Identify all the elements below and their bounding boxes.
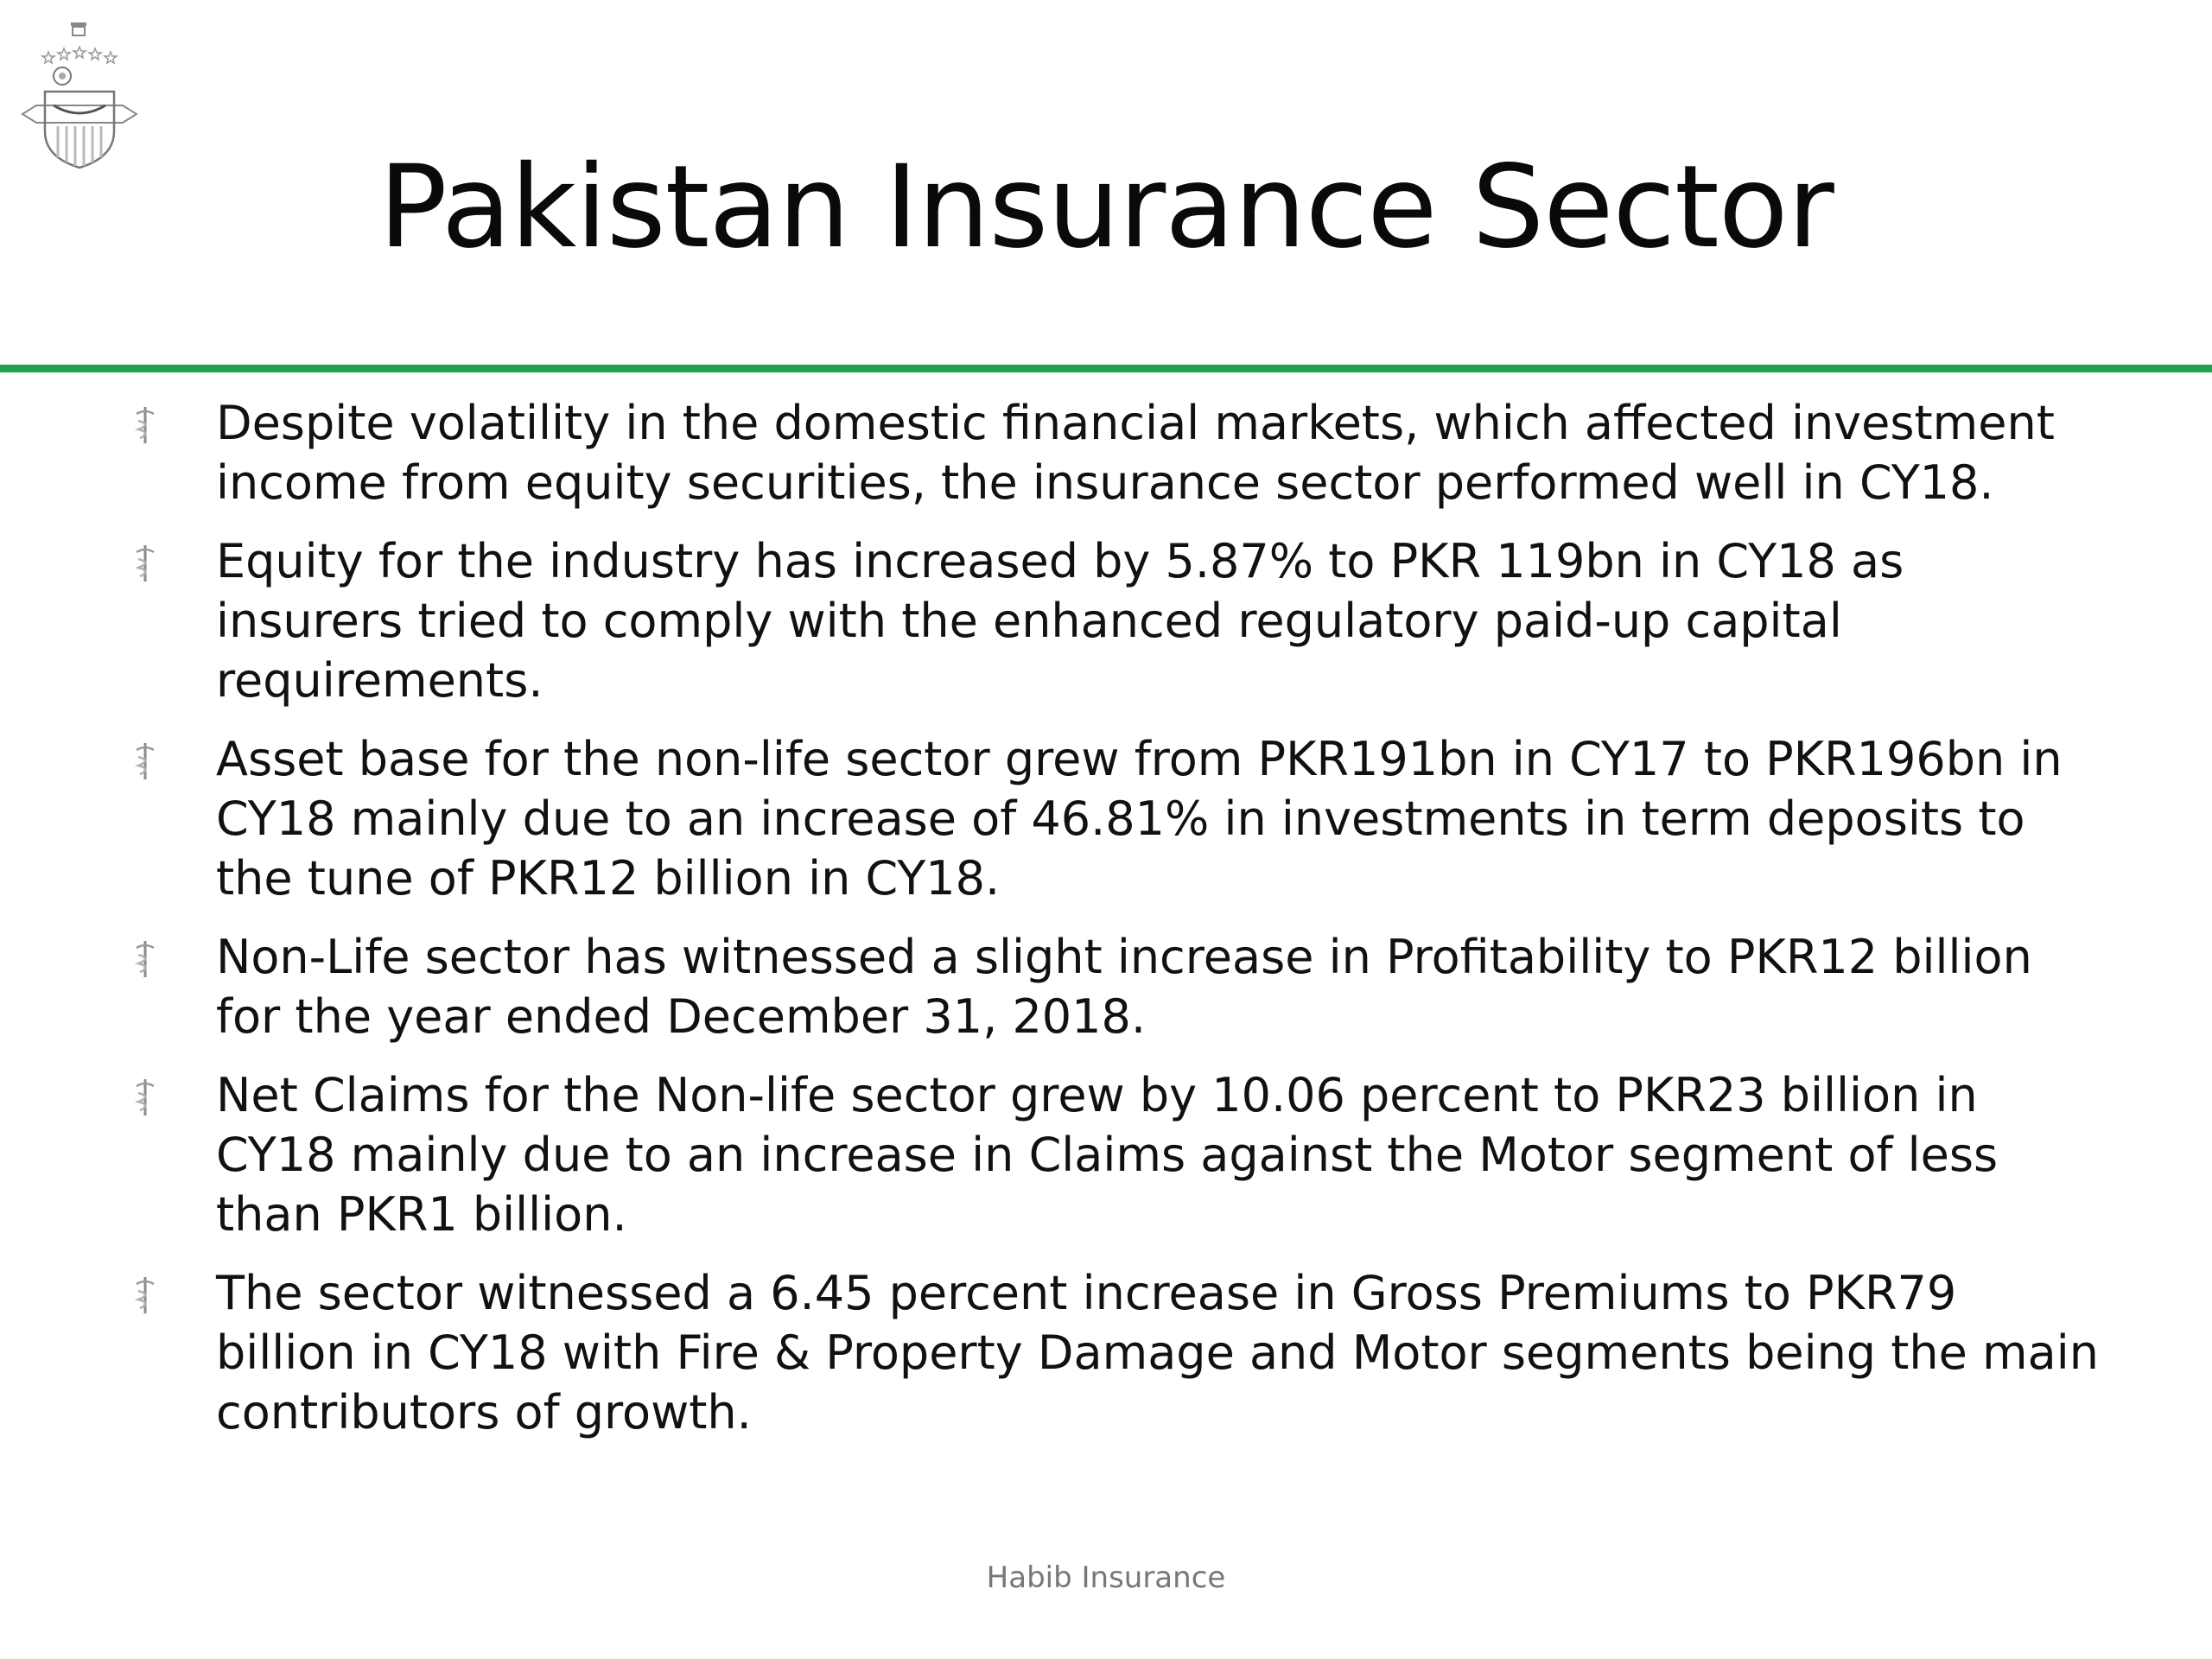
caduceus-bullet-icon: [130, 405, 161, 445]
bullet-item: [130, 531, 2100, 710]
caduceus-bullet-icon: [130, 1077, 161, 1117]
bullet-text: Despite volatility in the domestic financial markets, which affected investment income from equity securities, the insurance sector performed well in CY18.: [216, 396, 2055, 510]
bullet-item: [130, 927, 2100, 1046]
bullet-list: [130, 393, 2100, 1461]
bullet-text: The sector witnessed a 6.45 percent increase in Gross Premiums to PKR79 billion in CY18 with Fire & Property Damage and Motor segments being the main contributors of growth.: [216, 1266, 2099, 1440]
bullet-text: Asset base for the non-life sector grew from PKR191bn in CY17 to PKR196bn in CY18 mainly due to an increase of 46.81% in investments in term deposits to the tune of PKR12 billion in CY18.: [216, 732, 2063, 906]
bullet-item: [130, 729, 2100, 908]
caduceus-bullet-icon: [130, 1275, 161, 1315]
caduceus-bullet-icon: [130, 939, 161, 979]
bullet-item: [130, 1065, 2100, 1244]
slide-footer: Habib Insurance: [986, 1560, 1226, 1595]
bullet-text: Non-Life sector has witnessed a slight increase in Profitability to PKR12 billion for the year ended December 31, 2018.: [216, 930, 2032, 1044]
bullet-text: Net Claims for the Non-life sector grew by 10.06 percent to PKR23 billion in CY18 mainly due to an increase in Claims against the Motor segment of less than PKR1 billion.: [216, 1068, 1999, 1242]
title-divider: [0, 365, 2212, 372]
caduceus-bullet-icon: [130, 741, 161, 781]
caduceus-bullet-icon: [130, 543, 161, 583]
bullet-text: Equity for the industry has increased by 5.87% to PKR 119bn in CY18 as insurers tried to comply with the enhanced regulatory paid-up capital requirements.: [216, 534, 1904, 708]
slide-title: Pakistan Insurance Sector: [378, 141, 1834, 274]
bullet-item: [130, 1263, 2100, 1442]
bullet-item: [130, 393, 2100, 512]
